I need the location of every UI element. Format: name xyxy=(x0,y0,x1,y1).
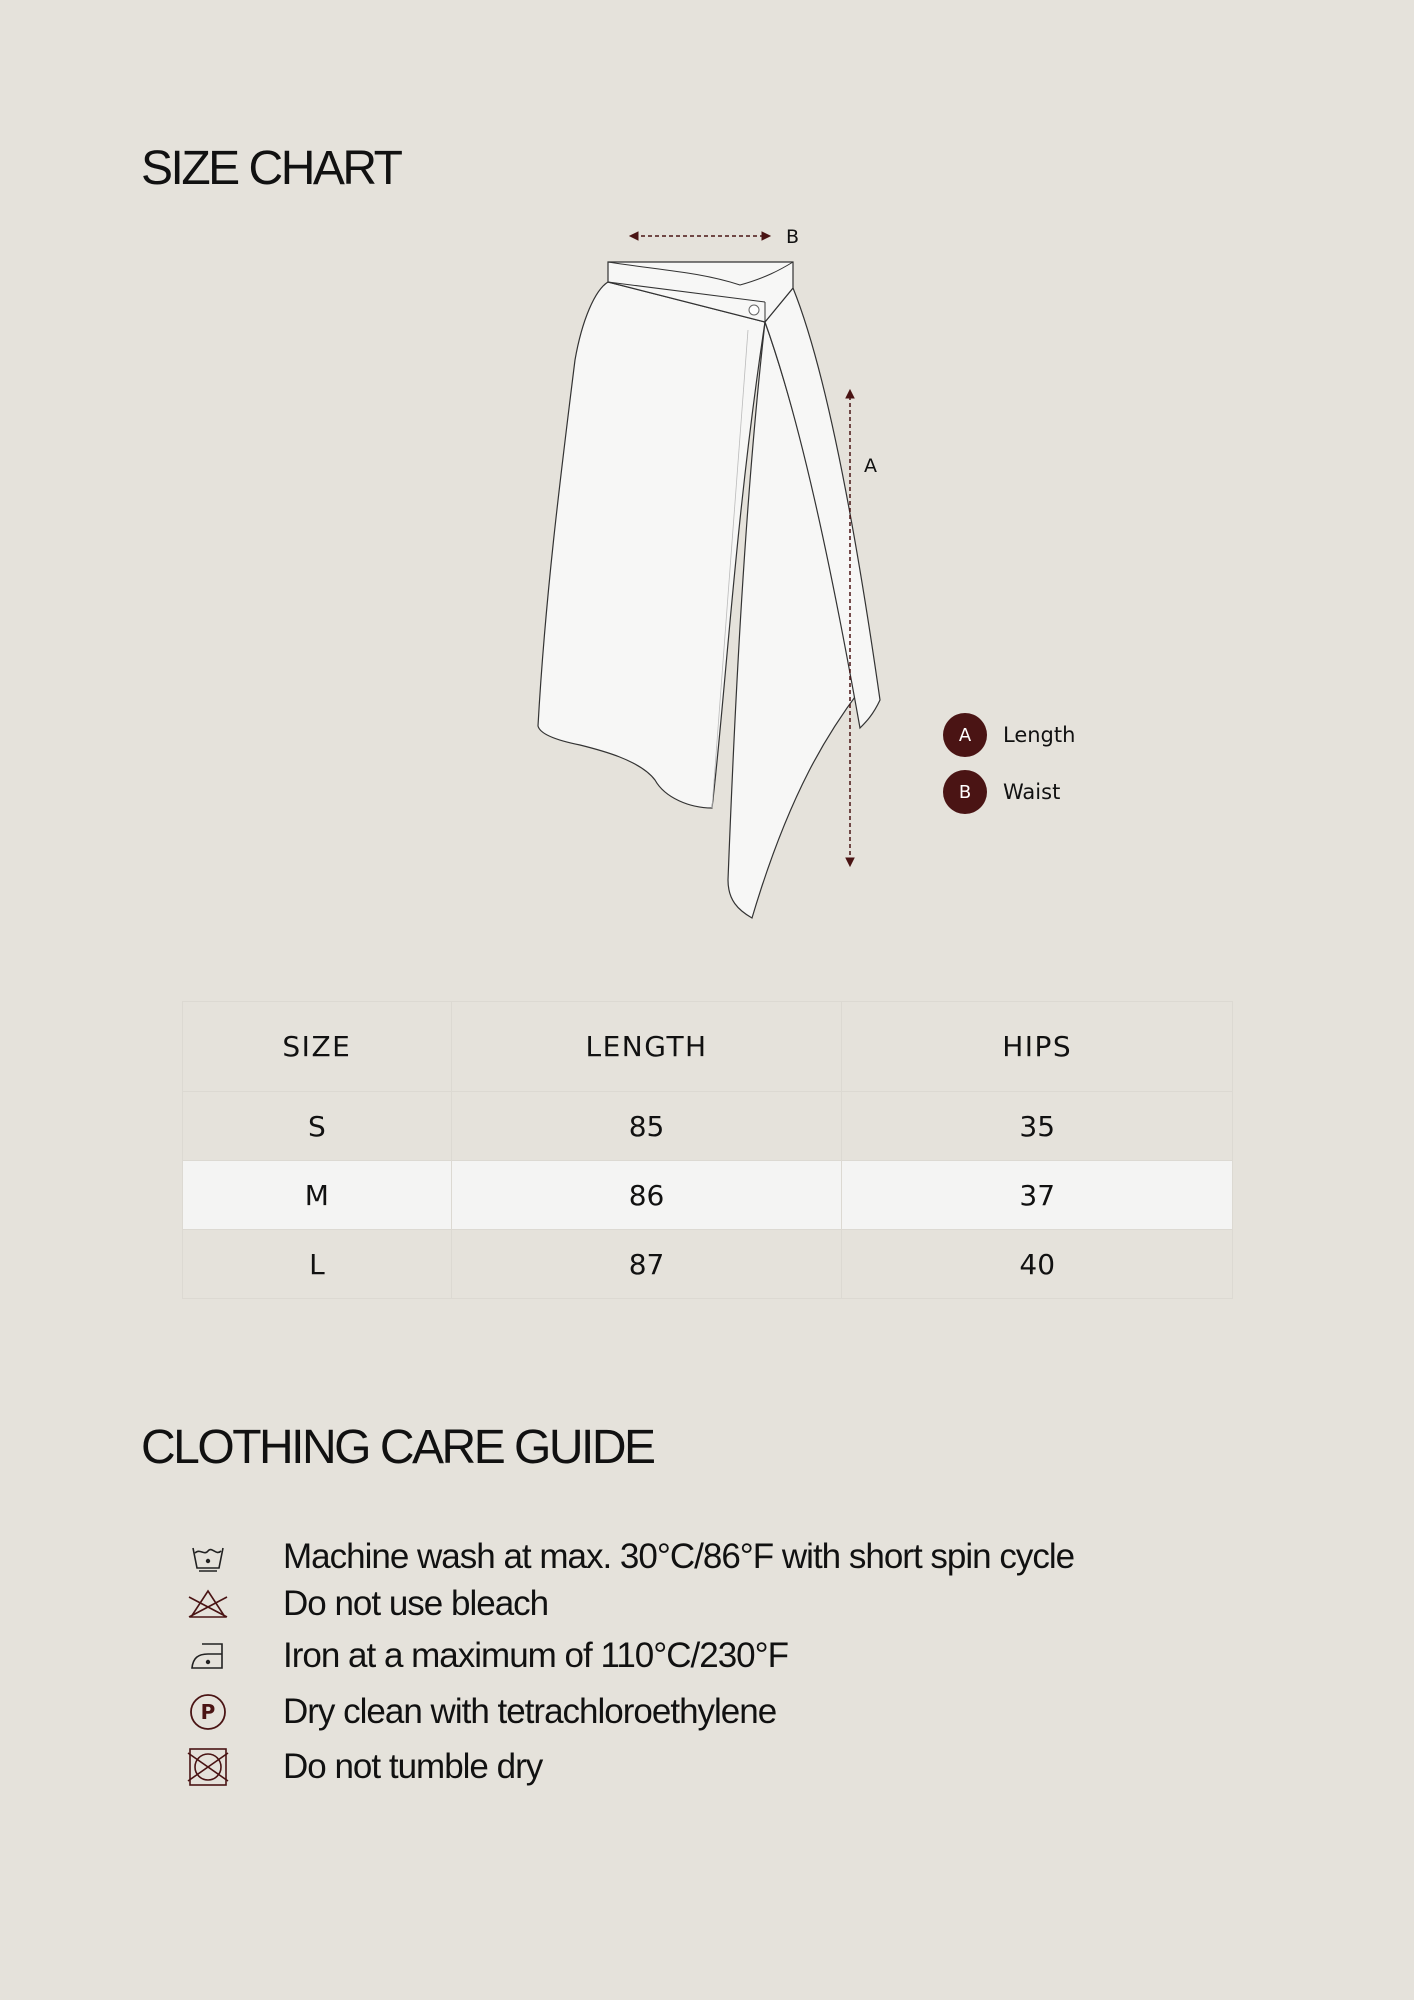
iron-low-icon xyxy=(180,1634,236,1678)
table-header-row xyxy=(183,1002,1233,1092)
diagram-label-a: A xyxy=(864,455,877,477)
skirt-left-panel xyxy=(538,282,765,808)
svg-text:P: P xyxy=(200,1700,216,1724)
care-item-text: Do not tumble dry xyxy=(283,1747,543,1786)
dry-clean-p-icon xyxy=(180,1690,236,1734)
care-item-iron xyxy=(180,1634,789,1678)
column-header-hips: HIPS xyxy=(842,1002,1233,1092)
wash-30-icon xyxy=(180,1535,236,1579)
care-item-dry-clean xyxy=(180,1690,777,1734)
care-item-bleach xyxy=(180,1582,549,1626)
skirt-diagram xyxy=(520,220,900,935)
table-cell: 85 xyxy=(451,1092,842,1161)
care-item-text: Iron at a maximum of 110°C/230°F xyxy=(283,1636,789,1675)
table-cell: 37 xyxy=(842,1161,1233,1230)
no-tumble-dry-icon xyxy=(180,1745,236,1789)
table-row xyxy=(183,1230,1233,1299)
button-icon xyxy=(749,305,759,315)
legend-item-length xyxy=(943,713,1075,757)
legend-key-b: B xyxy=(943,770,987,814)
table-cell: 40 xyxy=(842,1230,1233,1299)
diagram-label-b: B xyxy=(786,226,800,248)
column-header-length: LENGTH xyxy=(451,1002,842,1092)
legend-label-waist: Waist xyxy=(1003,780,1061,804)
legend-key-a: A xyxy=(943,713,987,757)
care-item-text: Dry clean with tetrachloroethylene xyxy=(283,1692,777,1731)
legend-item-waist xyxy=(943,770,1060,814)
table-cell: L xyxy=(183,1230,452,1299)
waist-measure-arrow xyxy=(630,232,770,240)
table-row xyxy=(183,1161,1233,1230)
size-chart-title: SIZE CHART xyxy=(141,142,401,195)
care-item-wash xyxy=(180,1535,1075,1579)
table-cell: 87 xyxy=(451,1230,842,1299)
size-table xyxy=(182,1001,1233,1299)
care-item-text: Do not use bleach xyxy=(283,1584,549,1623)
table-cell: S xyxy=(183,1092,452,1161)
care-item-tumble xyxy=(180,1745,543,1789)
table-cell: M xyxy=(183,1161,452,1230)
table-cell: 86 xyxy=(451,1161,842,1230)
legend-label-length: Length xyxy=(1003,723,1076,747)
no-bleach-icon xyxy=(180,1582,236,1626)
table-row xyxy=(183,1092,1233,1161)
column-header-size: SIZE xyxy=(183,1002,452,1092)
care-guide-title: CLOTHING CARE GUIDE xyxy=(141,1421,654,1474)
table-cell: 35 xyxy=(842,1092,1233,1161)
care-item-text: Machine wash at max. 30°C/86°F with short spin cycle xyxy=(283,1537,1075,1576)
